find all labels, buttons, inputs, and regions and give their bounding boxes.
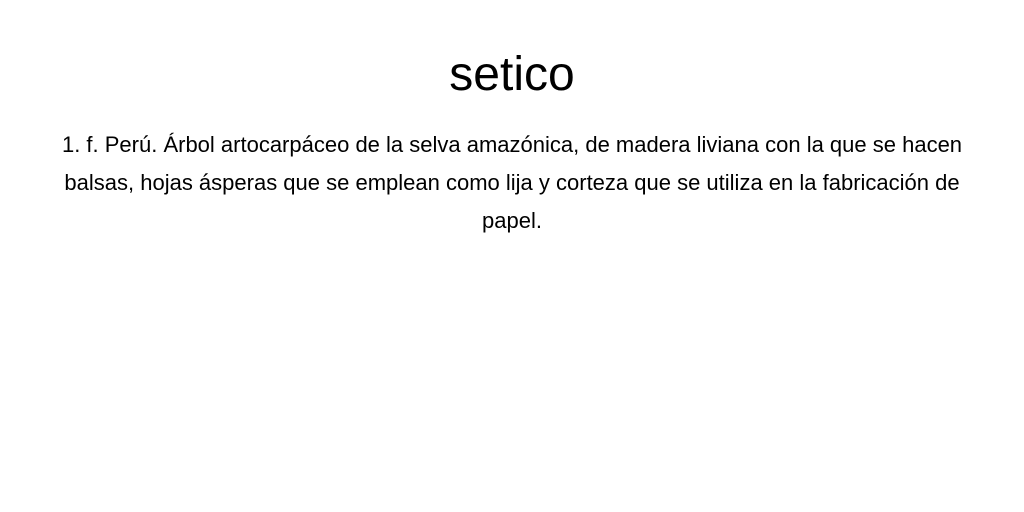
entry-definition: 1. f. Perú. Árbol artocarpáceo de la selva amazónica, de madera liviana con la que se hacen balsas, hojas ásperas que se emplean como lija y corteza que se utiliza en la fabricación de papel. xyxy=(61,132,963,233)
entry-headword: setico xyxy=(449,48,575,101)
